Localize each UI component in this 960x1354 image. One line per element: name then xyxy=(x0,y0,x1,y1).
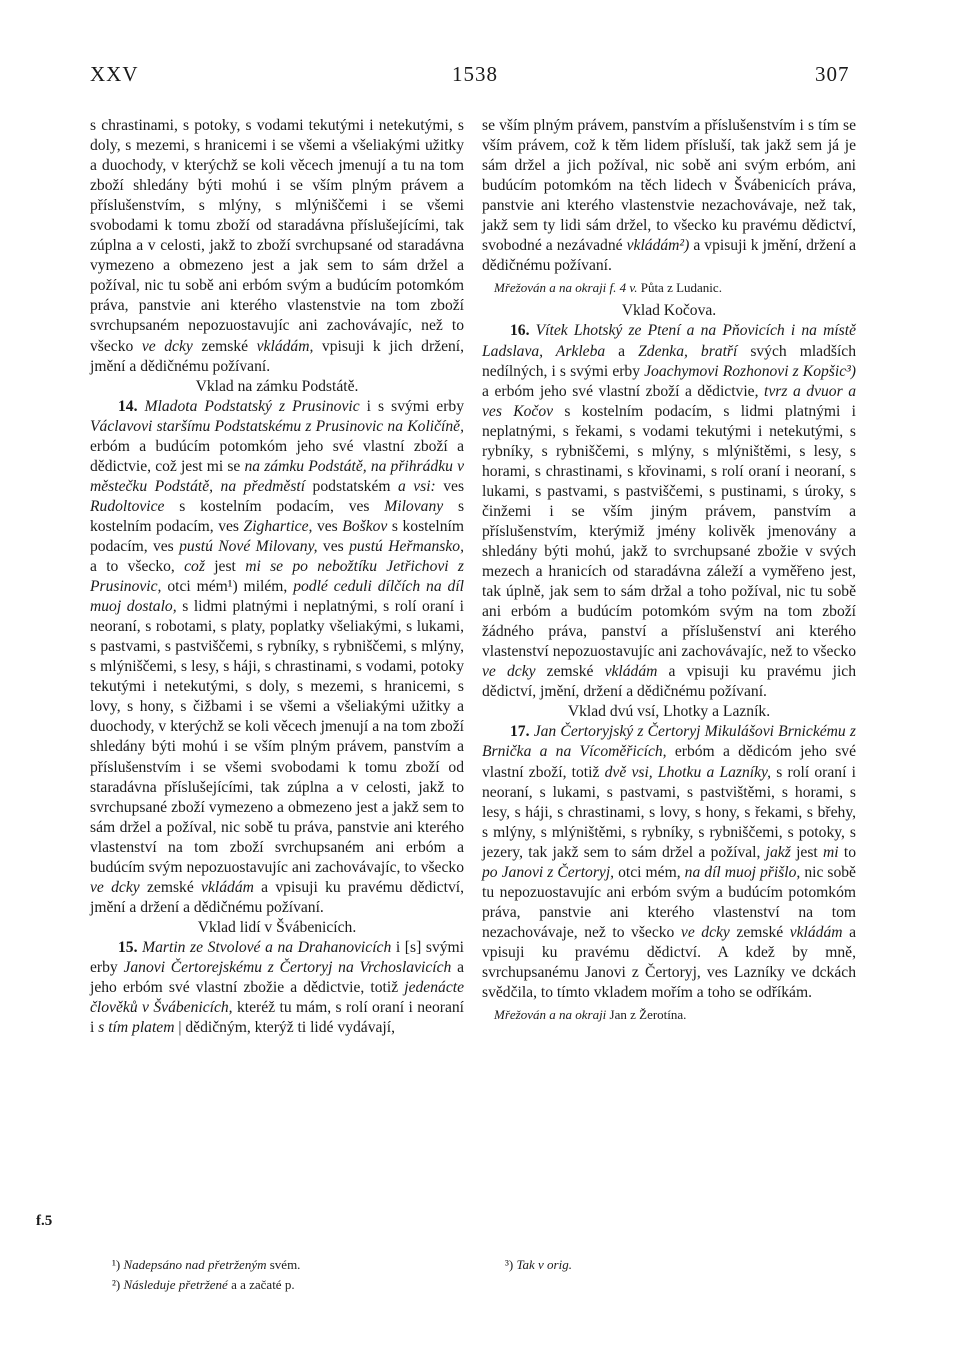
page-number: 307 xyxy=(815,62,850,86)
footnote-1: ¹) Nadepsáno nad přetrženým svém. xyxy=(112,1257,301,1272)
marginal-note: Mřežován a na okraji Jan z Žerotína. xyxy=(494,1007,687,1023)
entry-14: 14. Mladota Podstatský z Prusinovic i s svými erby Václavovi staršímu Podstatskému z Prusinovic na Količíně, erbóm a budúcím potomkóm jeho své vlastní zboží a dědictvie, což jest mi se na zámku Podstátě, na přihrádku v městečku Podstátě, na předměstí podstatském a vsi: ves Rudoltovice s kostelním podacím, ves Milovany s kostelním podacím, ves Zighartice, ves Boškov s kostelním podacím, ves pustú Nové Milovany, ves pustú Heřmansko, a to všecko, což jest mi se po nebožtíku Jetřichovi z Prusinovic, otci mém¹) milém, podlé ceduli dílčích na díl muoj dostalo, s lidmi platnými i neplatnými, s rolí oraní i neoraní, s robotami, s platy, poplatky všeliakými, s lukami, s pastvami, s pastviščemi, s rybníky, s rybniščemi, s mlýny, s mlýniščemi, s lesy, s háji, s chrastinami, s vodami, potoky tekutými i netekutými, s doly, s mezemi, s hranicemi, s lovy, s hony, s čižbami i se všemi a všeliakými užitky a duochody, v kterýchž se koli věcech jmenují a na tom zboží shledány býti mohú i se vším plným právem, panstvím a příslušenstvím i se všemi svobodami k tomu zboží od staradávna příslušejícími, tak zúplna a v celosti, jakž to svrchupsané zboží vymezeno a obmezeno jest a jakž sem to sám držel a požíval, nic sobě tu práva, panstvie ani kterého vlastenství na tom zboží svrchupsaném ani erbóm a budúcím svým nepozuostavujíc ani zachovávajíc, to všecko ve dcky zemské vkládám a vpisuji ku pravému dědictví, jmění a držení a dědičnému požívaní. xyxy=(90,397,465,916)
entry-15: 15. Martin ze Stvolové a na Drahanovicích i [s] svými erby Janovi Čertorejskému z Čertoryj na Vrchoslavicích a jeho erbóm své vlastní zbožie a dědictvie, totiž jedenácte člověků v Švábenicích, kteréž tu mám, s rolí oraní i neoraní i s tím platem | dědičným, kterýž ti lidé vydávají, xyxy=(90,938,465,1037)
entry-16: 16. Vítek Lhotský ze Ptení a na Pňovicích i na místě Ladslava, Arkleba a Zdenka, bratří svých mladších nedílných, i s svými erby Joachymovi Rozhonovi z Kopšic³) a erbóm jeho své vlastní zboží a dědictvie, tvrz a dvuor a ves Kočov s kostelním podacím, s lidmi platnými i neplatnými, s řekami, s vodami tekutými i netekutými, s rybníky, s rybniščemi, s mlýny, s mlýništěmi, s lesy, s horami, s chrastinami, s křovinami, s rolí oraní i neoraní, s lukami, s pastvami, s pastviščemi, s pustinami, s úroky, s činžemi i se vším jiným právem, panstvím a příslušenstvím, kterýmiž jmény kolivěk jmenovány a shledány býti mohú, jakž to svrchupsané zbožie v svých mezech a hranicích od staradávna záleží a vyměřeno jest, tak úplně, jak sem to sám držal a toho požíval, nic tu sobě ani erbóm a budúcím potomkóm svým na tom zboží žádného práva, panství a příslušenství ani kterého vlastenství nepozuostavujíc ani zachovávajíc, než to všecko ve dcky zemské vkládám a vpisuji ku pravému jich dědictví, jmění, držení a dědičnému požívaní. xyxy=(482,322,856,701)
marginal-note: Mřežován a na okraji f. 4 v. Půta z Ludanic. xyxy=(494,280,722,296)
right-column xyxy=(482,116,856,1028)
entry-17: 17. Jan Čertoryjský z Čertoryj Mikulášovi Brnickému z Brnička a na Vícoměřicích, erbóm a dědicóm jeho své vlastní zboží, totiž dvě vsi, Lhotku a Lazníky, s rolí oraní i neoraní, s lukami, s pastvami, s pastvištěmi, s horami, s lesy, s háji, s chrastinami, s lovy, s hony, s řekami, s břehy, s mlýny, s mlýništěmi, s rybníky, s rybniščemi, s potoky, s jezery, tak jakž sem to sám držel a požíval, jakž jest mi to po Janovi z Čertoryj, otci mém, na díl muoj přišlo, nic sobě tu nepozuostavujíc ani erbóm svým a budúcím potomkóm práva, panstvie ani kterého vlastenství na tom nezachovávaje, než to všecko ve dcky zemské vkládám a vpisuji ku pravému dědictví. A kdež by mně, svrchupsanému Janovi z Čertoryj, ves Lazníky ve dckách svědčila, to tímto vkladem mořím a toho se odříkám. xyxy=(482,723,856,1002)
entry-heading: Vklad dvú vsí, Lhotky a Lazník. xyxy=(567,703,771,721)
entry-heading: Vklad na zámku Podstátě. xyxy=(195,377,359,395)
footnote-3: ³) Tak v orig. xyxy=(505,1257,572,1272)
entry-heading: Vklad Kočova. xyxy=(621,302,717,320)
entry-heading: Vklad lidí v Švábenicích. xyxy=(197,918,357,936)
margin-folio-mark: f.5 xyxy=(36,1213,53,1229)
paragraph-continued: s chrastinami, s potoky, s vodami tekutými i netekutými, s doly, s mezemi, s hranicemi i se všemi a všeliakými užitky a duochody, v kterýchž se koli věcech jmenují a tu na tom zboží shledány býti mohú i se vším plným právem a příslušenstvím, s mlýny, s mlýniščemi i se všemi svobodami k tomu zboží od staradávna příslušejícími, tak zúplna a v celosti, jakž to zboží svrchupsané od staradávna vymezeno a obmezeno jest a jak sem to sám držel a požíval, nic tu sobě ani erbóm svým a budúcím potomkóm práva, panstvie ani kterého vlastenstvie na tom zboží svrchupsaném nepozuostavujíc ani zachovávajíc, než to všecko ve dcky zemské vkládám, vpisuji k jich držení, jmění a dědičnému požívaní. xyxy=(90,117,465,375)
footnotes-left xyxy=(112,1255,442,1295)
entry-15-continued: se vším plným právem, panstvím a příslušenstvím i s tím se vším právem, což k těm lidem přísluší, tak jakž sem já je sám držel a jich požíval, nic sobě ani svým erbóm, ani budúcím potomkóm na těch lidech v Švábenicích práva, panstvie ani kterého vlastenstvie nezachovávaje, než tak, jakž sem ty lidi sám držel, to všecko ku pravému dědictví, svobodné a nezávadné vkládám²) a vpisuji k jmění, držení a dědičnému požívaní. xyxy=(482,117,857,275)
footnote-2: ²) Následuje přetržené a a začaté p. xyxy=(112,1277,295,1292)
left-column xyxy=(90,116,464,1038)
running-head-year: 1538 xyxy=(452,62,498,86)
running-head-volume: XXV xyxy=(90,62,139,86)
footnotes-right xyxy=(505,1255,805,1275)
